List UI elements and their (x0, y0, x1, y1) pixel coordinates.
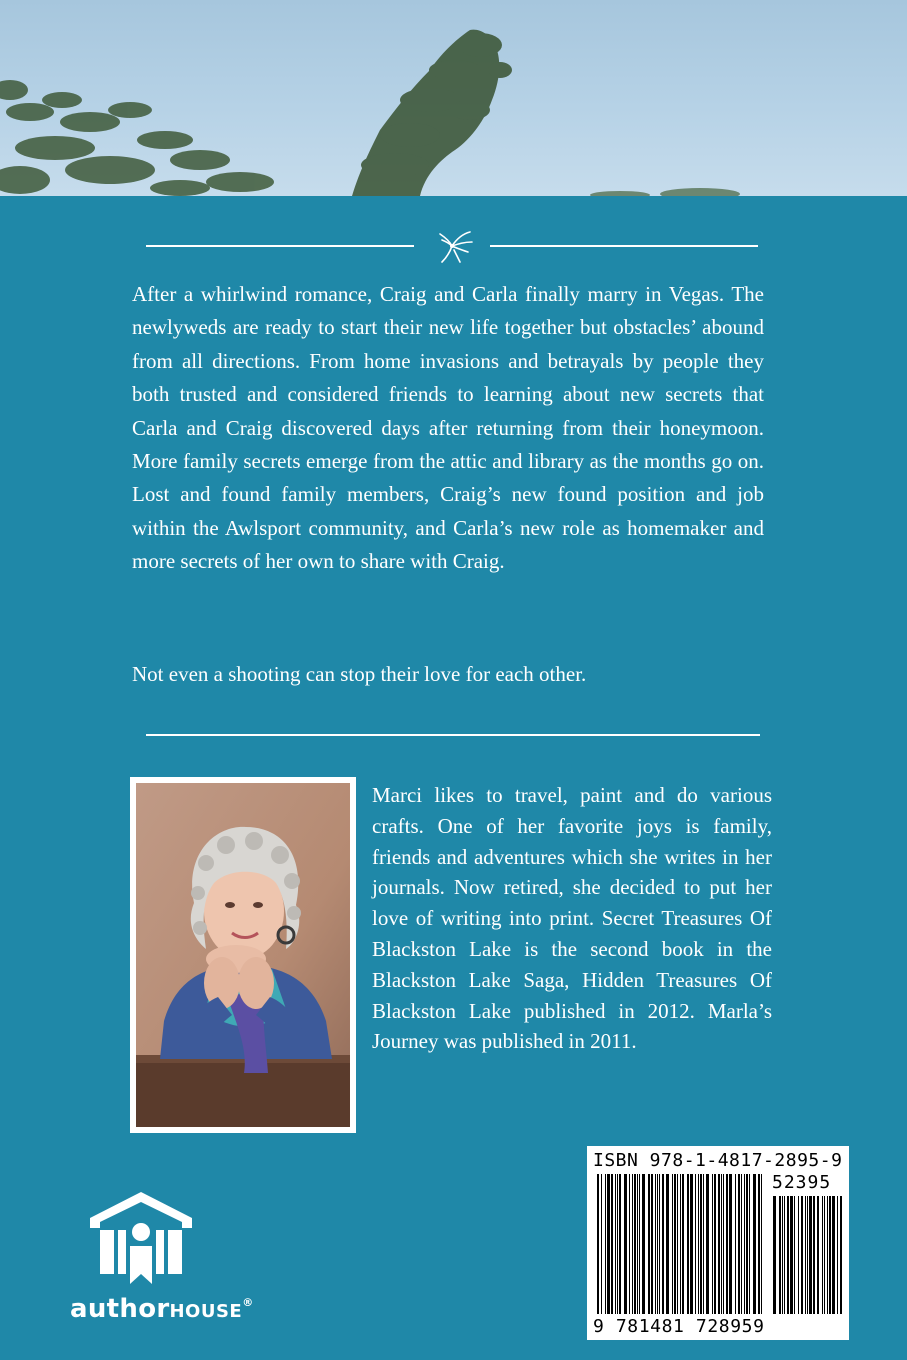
barcode-bar (655, 1174, 656, 1314)
barcode-bar (744, 1174, 745, 1314)
barcode-bar (807, 1196, 808, 1314)
barcode-bar (662, 1174, 664, 1314)
barcode-bar (790, 1196, 793, 1314)
barcode-bar (822, 1196, 823, 1314)
barcode-bar (624, 1174, 627, 1314)
barcode-bar (712, 1174, 713, 1314)
author-photo (136, 783, 350, 1127)
barcode-bar (607, 1174, 610, 1314)
barcode-bar (741, 1174, 742, 1314)
barcode-bar (629, 1174, 630, 1314)
barcode-bar (840, 1196, 842, 1314)
price-code: 52395 (772, 1172, 832, 1193)
barcode-bar (784, 1196, 785, 1314)
barcode-bar (706, 1174, 709, 1314)
barcode-bar (642, 1174, 645, 1314)
barcode-bar (758, 1174, 760, 1314)
barcode-bar (695, 1174, 696, 1314)
top-rule-left (146, 245, 414, 247)
isbn-barcode (587, 1146, 849, 1340)
barcode-bar (714, 1174, 716, 1314)
barcode-bar (832, 1196, 835, 1314)
barcode-bar (651, 1174, 653, 1314)
barcode-bar (735, 1174, 736, 1314)
author-bio: Marci likes to travel, paint and do various crafts. One of her favorite joys is family, friends and adventures which she writes in her journals. Now retired, she decided to put her love of writing into print. Secret Treasures Of Blackston Lake is the second book in the Blackston Lake Saga, Hidden Treasures Of Blackston Lake published in 2012. Marla’s Journey was published in 2011. (372, 783, 772, 1054)
barcode-bar (619, 1174, 621, 1314)
barcode-bar (666, 1174, 669, 1314)
barcode-bar (632, 1174, 633, 1314)
butterfly-ornament-icon (432, 224, 476, 268)
barcode-bars (587, 1146, 849, 1340)
isbn-label: ISBN 978-1-4817-2895-9 (593, 1150, 843, 1171)
barcode-bar (829, 1196, 831, 1314)
barcode-bar (779, 1196, 781, 1314)
barcode-bar (657, 1174, 658, 1314)
barcode-bar (753, 1174, 756, 1314)
barcode-bar (798, 1196, 799, 1314)
barcode-bar (597, 1174, 599, 1314)
barcode-bar (680, 1174, 681, 1314)
barcode-bar (773, 1196, 776, 1314)
barcode-bar (682, 1174, 684, 1314)
barcode-bar (787, 1196, 789, 1314)
barcode-bar (637, 1174, 638, 1314)
barcode-bar (729, 1174, 732, 1314)
publisher-name-part1: author (70, 1294, 170, 1324)
barcode-bar (639, 1174, 640, 1314)
trademark-symbol: ® (242, 1296, 254, 1309)
author-photo-frame (130, 777, 356, 1133)
barcode-bar (749, 1174, 750, 1314)
barcode-bar (827, 1196, 828, 1314)
barcode-bar (801, 1196, 803, 1314)
publisher-logo-text (70, 1294, 254, 1324)
barcode-bar (672, 1174, 673, 1314)
barcode-bar (794, 1196, 795, 1314)
barcode-bar (726, 1174, 728, 1314)
barcode-bar (634, 1174, 636, 1314)
barcode-bar (617, 1174, 618, 1314)
middle-rule (146, 734, 760, 736)
barcode-bar (700, 1174, 702, 1314)
barcode-bar (601, 1174, 602, 1314)
barcode-bar (605, 1174, 606, 1314)
barcode-bar (703, 1174, 704, 1314)
barcode-bar (837, 1196, 838, 1314)
authorhouse-logo-icon (86, 1188, 196, 1288)
barcode-bar (805, 1196, 806, 1314)
barcode-bar (611, 1174, 613, 1314)
barcode-bar (824, 1196, 825, 1314)
barcode-bar (817, 1196, 819, 1314)
barcode-bar (813, 1196, 815, 1314)
barcode-bar (721, 1174, 722, 1314)
book-blurb: After a whirlwind romance, Craig and Carla finally marry in Vegas. The newlyweds are ready to start their new life together but obstacles’ abound from all directions. From home invasions and betrayals by people they both trusted and considered friends to learning about new secrets that Carla and Craig discovered days after returning from their honeymoon. More family secrets emerge from the attic and library as the months go on. Lost and found family members, Craig’s new found position and job within the Awlsport community, and Carla’s new role as homemaker and more secrets of her own to share with Craig. (132, 282, 764, 574)
top-rule-right (490, 245, 758, 247)
book-tagline: Not even a shooting can stop their love for each other. (132, 662, 587, 686)
barcode-bar (746, 1174, 748, 1314)
publisher-name-part2: HOUSE (169, 1301, 243, 1322)
barcode-bar (698, 1174, 699, 1314)
barcode-bar (687, 1174, 689, 1314)
barcode-bar (690, 1174, 693, 1314)
sky-photo (0, 0, 907, 196)
barcode-bar (761, 1174, 762, 1314)
barcode-bar (723, 1174, 724, 1314)
barcode-bar (648, 1174, 650, 1314)
barcode-bar (659, 1174, 660, 1314)
ean-digits: 9 781481 728959 (593, 1316, 765, 1337)
barcode-bar (782, 1196, 783, 1314)
barcode-bar (738, 1174, 740, 1314)
barcode-bar (718, 1174, 720, 1314)
tree-silhouettes (0, 0, 907, 196)
barcode-bar (809, 1196, 812, 1314)
barcode-bar (674, 1174, 676, 1314)
barcode-bar (615, 1174, 616, 1314)
barcode-bar (677, 1174, 678, 1314)
